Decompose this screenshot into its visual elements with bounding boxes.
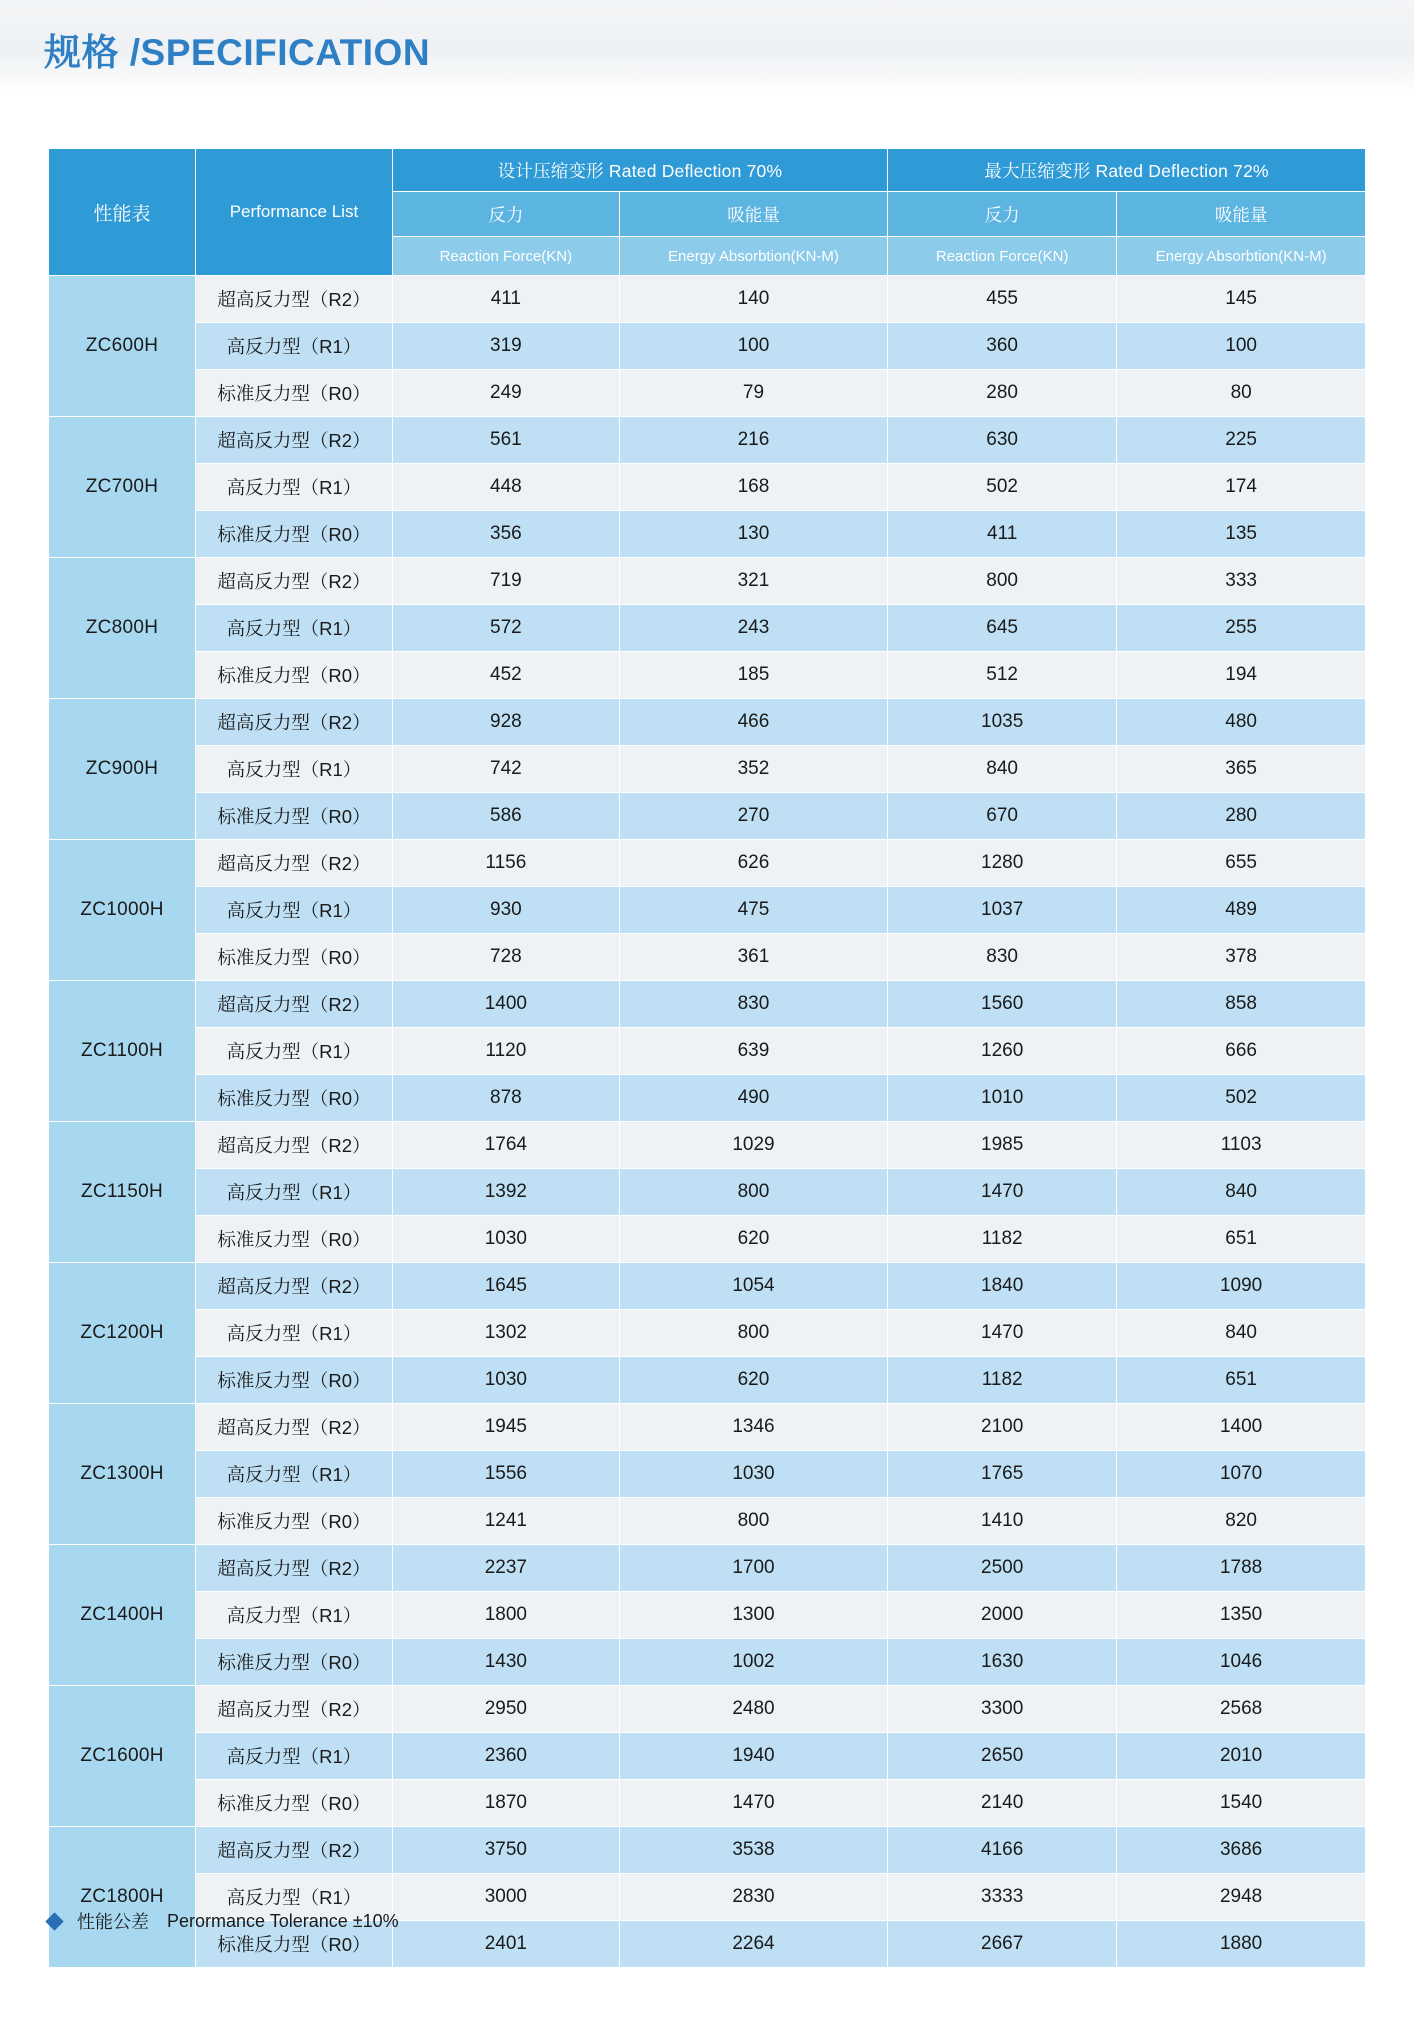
value-cell: 670 (888, 793, 1117, 840)
table-row (49, 652, 1366, 699)
value-cell: 1037 (888, 887, 1117, 934)
value-cell: 185 (619, 652, 887, 699)
performance-label: 高反力型（R1） (196, 1592, 393, 1639)
value-cell: 1870 (392, 1780, 619, 1827)
value-cell: 3538 (619, 1827, 887, 1874)
table-row (49, 1545, 1366, 1592)
value-cell: 3300 (888, 1686, 1117, 1733)
value-cell: 280 (1117, 793, 1366, 840)
value-cell: 1046 (1117, 1639, 1366, 1686)
performance-label: 超高反力型（R2） (196, 699, 393, 746)
value-cell: 194 (1117, 652, 1366, 699)
value-cell: 512 (888, 652, 1117, 699)
value-cell: 1392 (392, 1169, 619, 1216)
value-cell: 1556 (392, 1451, 619, 1498)
value-cell: 1470 (888, 1310, 1117, 1357)
value-cell: 830 (888, 934, 1117, 981)
value-cell: 361 (619, 934, 887, 981)
performance-label: 标准反力型（R0） (196, 1498, 393, 1545)
value-cell: 1030 (392, 1357, 619, 1404)
table-head (49, 149, 1366, 276)
table-row (49, 370, 1366, 417)
value-cell: 1470 (619, 1780, 887, 1827)
value-cell: 1029 (619, 1122, 887, 1169)
performance-label: 标准反力型（R0） (196, 793, 393, 840)
value-cell: 630 (888, 417, 1117, 464)
table-row (49, 981, 1366, 1028)
header-sub-en-2: Energy Absorbtion(KN-M) (619, 237, 887, 276)
footnote (48, 1908, 399, 1934)
value-cell: 626 (619, 840, 887, 887)
table-row (49, 1686, 1366, 1733)
value-cell: 3750 (392, 1827, 619, 1874)
value-cell: 742 (392, 746, 619, 793)
performance-label: 超高反力型（R2） (196, 1827, 393, 1874)
table-row (49, 699, 1366, 746)
table-row (49, 1216, 1366, 1263)
value-cell: 1410 (888, 1498, 1117, 1545)
value-cell: 2401 (392, 1921, 619, 1968)
value-cell: 1560 (888, 981, 1117, 1028)
value-cell: 1010 (888, 1075, 1117, 1122)
value-cell: 1103 (1117, 1122, 1366, 1169)
model-cell: ZC1300H (49, 1404, 196, 1545)
value-cell: 333 (1117, 558, 1366, 605)
value-cell: 1346 (619, 1404, 887, 1451)
performance-label: 标准反力型（R0） (196, 1780, 393, 1827)
value-cell: 1260 (888, 1028, 1117, 1075)
header-sub-en-1: Reaction Force(KN) (392, 237, 619, 276)
model-cell: ZC1000H (49, 840, 196, 981)
value-cell: 360 (888, 323, 1117, 370)
specification-table (48, 148, 1366, 1968)
value-cell: 174 (1117, 464, 1366, 511)
header-divider (0, 96, 1414, 98)
value-cell: 270 (619, 793, 887, 840)
table-header-row-group (49, 149, 1366, 192)
value-cell: 466 (619, 699, 887, 746)
value-cell: 1470 (888, 1169, 1117, 1216)
model-cell: ZC1600H (49, 1686, 196, 1827)
value-cell: 1630 (888, 1639, 1117, 1686)
table-row (49, 1827, 1366, 1874)
value-cell: 475 (619, 887, 887, 934)
table-row (49, 793, 1366, 840)
value-cell: 321 (619, 558, 887, 605)
table-row (49, 746, 1366, 793)
performance-label: 标准反力型（R0） (196, 1639, 393, 1686)
value-cell: 489 (1117, 887, 1366, 934)
table-row (49, 1028, 1366, 1075)
value-cell: 1182 (888, 1216, 1117, 1263)
performance-label: 超高反力型（R2） (196, 1404, 393, 1451)
value-cell: 2948 (1117, 1874, 1366, 1921)
value-cell: 840 (1117, 1310, 1366, 1357)
value-cell: 639 (619, 1028, 887, 1075)
table-row (49, 1498, 1366, 1545)
value-cell: 800 (888, 558, 1117, 605)
value-cell: 2480 (619, 1686, 887, 1733)
performance-label: 高反力型（R1） (196, 605, 393, 652)
value-cell: 255 (1117, 605, 1366, 652)
value-cell: 1645 (392, 1263, 619, 1310)
page-title-en: /SPECIFICATION (129, 32, 431, 73)
header-sub-cn-4: 吸能量 (1117, 192, 1366, 237)
value-cell: 1400 (392, 981, 619, 1028)
value-cell: 4166 (888, 1827, 1117, 1874)
header-corner-en: Performance List (196, 149, 393, 276)
performance-label: 高反力型（R1） (196, 1733, 393, 1780)
value-cell: 1070 (1117, 1451, 1366, 1498)
value-cell: 586 (392, 793, 619, 840)
value-cell: 820 (1117, 1498, 1366, 1545)
model-cell: ZC1200H (49, 1263, 196, 1404)
value-cell: 840 (888, 746, 1117, 793)
header-corner-cn: 性能表 (49, 149, 196, 276)
table-row (49, 558, 1366, 605)
value-cell: 365 (1117, 746, 1366, 793)
value-cell: 1540 (1117, 1780, 1366, 1827)
model-cell: ZC700H (49, 417, 196, 558)
performance-label: 超高反力型（R2） (196, 1122, 393, 1169)
specification-table-wrapper (48, 148, 1366, 1968)
performance-label: 标准反力型（R0） (196, 1075, 393, 1122)
table-row (49, 887, 1366, 934)
diamond-bullet-icon (45, 1912, 63, 1930)
value-cell: 1280 (888, 840, 1117, 887)
performance-label: 超高反力型（R2） (196, 558, 393, 605)
value-cell: 480 (1117, 699, 1366, 746)
model-cell: ZC1100H (49, 981, 196, 1122)
performance-label: 高反力型（R1） (196, 887, 393, 934)
value-cell: 216 (619, 417, 887, 464)
value-cell: 135 (1117, 511, 1366, 558)
value-cell: 858 (1117, 981, 1366, 1028)
performance-label: 高反力型（R1） (196, 746, 393, 793)
value-cell: 800 (619, 1310, 887, 1357)
value-cell: 2568 (1117, 1686, 1366, 1733)
header-sub-cn-2: 吸能量 (619, 192, 887, 237)
model-cell: ZC1800H (49, 1827, 196, 1968)
value-cell: 145 (1117, 276, 1366, 323)
value-cell: 830 (619, 981, 887, 1028)
table-row (49, 323, 1366, 370)
value-cell: 840 (1117, 1169, 1366, 1216)
value-cell: 168 (619, 464, 887, 511)
value-cell: 1700 (619, 1545, 887, 1592)
performance-label: 标准反力型（R0） (196, 934, 393, 981)
header-group-rated-72: 最大压缩变形 Rated Deflection 72% (888, 149, 1366, 192)
performance-label: 高反力型（R1） (196, 323, 393, 370)
value-cell: 1430 (392, 1639, 619, 1686)
table-row (49, 1780, 1366, 1827)
value-cell: 1030 (392, 1216, 619, 1263)
value-cell: 2500 (888, 1545, 1117, 1592)
value-cell: 319 (392, 323, 619, 370)
model-cell: ZC1150H (49, 1122, 196, 1263)
value-cell: 1945 (392, 1404, 619, 1451)
value-cell: 651 (1117, 1357, 1366, 1404)
model-cell: ZC1400H (49, 1545, 196, 1686)
value-cell: 930 (392, 887, 619, 934)
value-cell: 411 (888, 511, 1117, 558)
value-cell: 666 (1117, 1028, 1366, 1075)
value-cell: 1940 (619, 1733, 887, 1780)
value-cell: 80 (1117, 370, 1366, 417)
value-cell: 1241 (392, 1498, 619, 1545)
value-cell: 1400 (1117, 1404, 1366, 1451)
header-sub-en-3: Reaction Force(KN) (888, 237, 1117, 276)
footnote-text-cn: 性能公差 (77, 1912, 149, 1932)
value-cell: 1350 (1117, 1592, 1366, 1639)
table-body (49, 276, 1366, 1968)
value-cell: 1120 (392, 1028, 619, 1075)
value-cell: 2650 (888, 1733, 1117, 1780)
table-row (49, 1404, 1366, 1451)
value-cell: 280 (888, 370, 1117, 417)
value-cell: 1030 (619, 1451, 887, 1498)
value-cell: 719 (392, 558, 619, 605)
value-cell: 130 (619, 511, 887, 558)
value-cell: 1985 (888, 1122, 1117, 1169)
value-cell: 1880 (1117, 1921, 1366, 1968)
performance-label: 标准反力型（R0） (196, 1216, 393, 1263)
table-row (49, 840, 1366, 887)
value-cell: 2010 (1117, 1733, 1366, 1780)
value-cell: 1764 (392, 1122, 619, 1169)
table-row (49, 276, 1366, 323)
table-row (49, 1169, 1366, 1216)
value-cell: 352 (619, 746, 887, 793)
value-cell: 1800 (392, 1592, 619, 1639)
header-group-rated-70: 设计压缩变形 Rated Deflection 70% (392, 149, 887, 192)
value-cell: 2237 (392, 1545, 619, 1592)
value-cell: 1788 (1117, 1545, 1366, 1592)
value-cell: 620 (619, 1216, 887, 1263)
value-cell: 243 (619, 605, 887, 652)
value-cell: 800 (619, 1498, 887, 1545)
performance-label: 高反力型（R1） (196, 1169, 393, 1216)
model-cell: ZC900H (49, 699, 196, 840)
table-row (49, 605, 1366, 652)
value-cell: 100 (619, 323, 887, 370)
performance-label: 标准反力型（R0） (196, 652, 393, 699)
value-cell: 1054 (619, 1263, 887, 1310)
value-cell: 572 (392, 605, 619, 652)
header-sub-cn-3: 反力 (888, 192, 1117, 237)
performance-label: 超高反力型（R2） (196, 417, 393, 464)
performance-label: 高反力型（R1） (196, 1310, 393, 1357)
table-row (49, 1639, 1366, 1686)
value-cell: 2000 (888, 1592, 1117, 1639)
value-cell: 490 (619, 1075, 887, 1122)
performance-label: 标准反力型（R0） (196, 511, 393, 558)
value-cell: 452 (392, 652, 619, 699)
value-cell: 356 (392, 511, 619, 558)
table-row (49, 1310, 1366, 1357)
table-row (49, 1733, 1366, 1780)
value-cell: 1002 (619, 1639, 887, 1686)
value-cell: 1035 (888, 699, 1117, 746)
value-cell: 378 (1117, 934, 1366, 981)
value-cell: 2950 (392, 1686, 619, 1733)
value-cell: 928 (392, 699, 619, 746)
value-cell: 2264 (619, 1921, 887, 1968)
performance-label: 标准反力型（R0） (196, 1357, 393, 1404)
value-cell: 1156 (392, 840, 619, 887)
value-cell: 100 (1117, 323, 1366, 370)
performance-label: 超高反力型（R2） (196, 1686, 393, 1733)
table-row (49, 1122, 1366, 1169)
table-row (49, 1357, 1366, 1404)
value-cell: 651 (1117, 1216, 1366, 1263)
table-row (49, 934, 1366, 981)
value-cell: 2667 (888, 1921, 1117, 1968)
footnote-text-en: Perormance Tolerance ±10% (167, 1910, 399, 1931)
value-cell: 140 (619, 276, 887, 323)
header-sub-cn-1: 反力 (392, 192, 619, 237)
performance-label: 高反力型（R1） (196, 1451, 393, 1498)
performance-label: 高反力型（R1） (196, 464, 393, 511)
value-cell: 455 (888, 276, 1117, 323)
value-cell: 502 (888, 464, 1117, 511)
value-cell: 79 (619, 370, 887, 417)
value-cell: 249 (392, 370, 619, 417)
performance-label: 超高反力型（R2） (196, 840, 393, 887)
performance-label: 超高反力型（R2） (196, 1263, 393, 1310)
value-cell: 3686 (1117, 1827, 1366, 1874)
value-cell: 2830 (619, 1874, 887, 1921)
performance-label: 标准反力型（R0） (196, 370, 393, 417)
value-cell: 1840 (888, 1263, 1117, 1310)
performance-label: 标准反力型（R0） (196, 1921, 393, 1968)
value-cell: 561 (392, 417, 619, 464)
value-cell: 448 (392, 464, 619, 511)
table-row (49, 1263, 1366, 1310)
model-cell: ZC600H (49, 276, 196, 417)
value-cell: 620 (619, 1357, 887, 1404)
performance-label: 高反力型（R1） (196, 1874, 393, 1921)
value-cell: 645 (888, 605, 1117, 652)
table-row (49, 417, 1366, 464)
value-cell: 1302 (392, 1310, 619, 1357)
performance-label: 超高反力型（R2） (196, 981, 393, 1028)
value-cell: 2360 (392, 1733, 619, 1780)
value-cell: 878 (392, 1075, 619, 1122)
value-cell: 3000 (392, 1874, 619, 1921)
table-row (49, 1075, 1366, 1122)
value-cell: 655 (1117, 840, 1366, 887)
performance-label: 超高反力型（R2） (196, 1545, 393, 1592)
model-cell: ZC800H (49, 558, 196, 699)
value-cell: 1300 (619, 1592, 887, 1639)
value-cell: 3333 (888, 1874, 1117, 1921)
value-cell: 1090 (1117, 1263, 1366, 1310)
value-cell: 1765 (888, 1451, 1117, 1498)
value-cell: 2140 (888, 1780, 1117, 1827)
value-cell: 2100 (888, 1404, 1117, 1451)
page-title (44, 22, 430, 76)
page-title-cn: 规格 (44, 32, 130, 73)
performance-label: 高反力型（R1） (196, 1028, 393, 1075)
value-cell: 800 (619, 1169, 887, 1216)
table-row (49, 464, 1366, 511)
performance-label: 超高反力型（R2） (196, 276, 393, 323)
table-row (49, 511, 1366, 558)
value-cell: 502 (1117, 1075, 1366, 1122)
table-row (49, 1451, 1366, 1498)
value-cell: 225 (1117, 417, 1366, 464)
table-row (49, 1592, 1366, 1639)
value-cell: 1182 (888, 1357, 1117, 1404)
value-cell: 728 (392, 934, 619, 981)
header-sub-en-4: Energy Absorbtion(KN-M) (1117, 237, 1366, 276)
value-cell: 411 (392, 276, 619, 323)
